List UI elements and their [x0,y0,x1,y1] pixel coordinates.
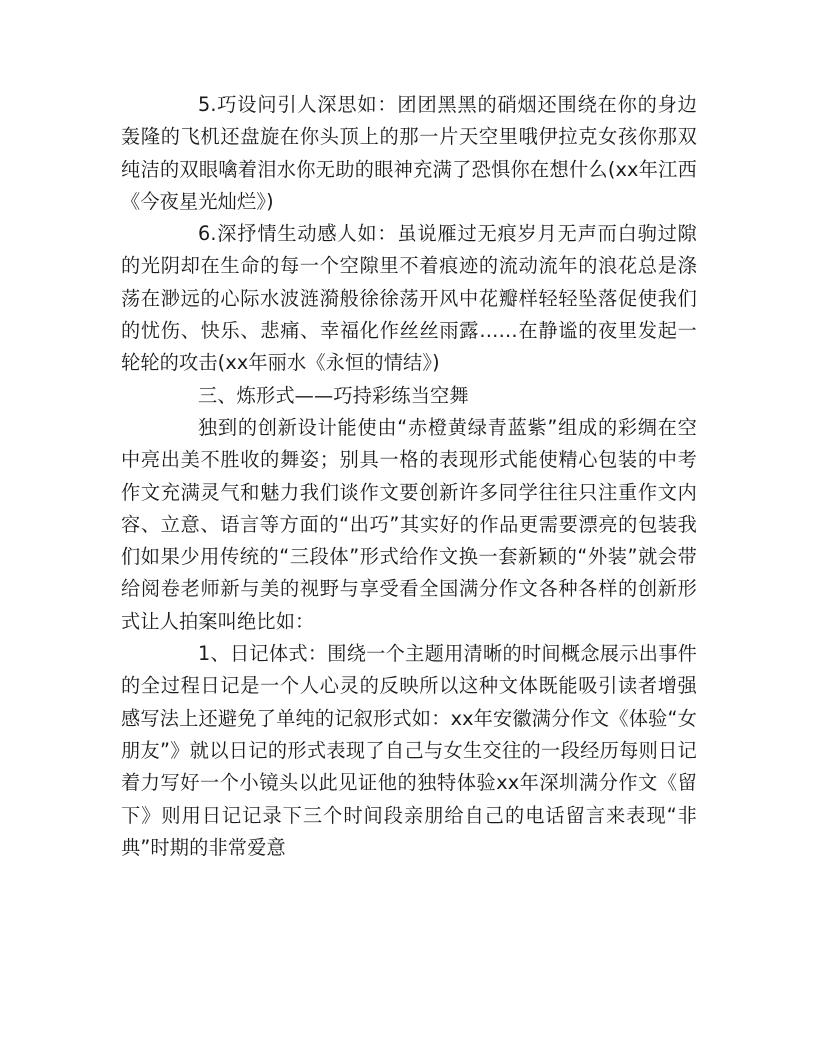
paragraph-rhetorical-question: 5.巧设问引人深思如：团团黑黑的硝烟还围绕在你的身边轰隆的飞机还盘旋在你头顶上的那一片天空里哦伊拉克女孩你那双纯洁的双眼噙着泪水你无助的眼神充满了恐惧你在想什么(xx年江西《今夜星光灿烂》) [121,93,697,213]
paragraph-diary-style: 1、日记体式：围绕一个主题用清晰的时间概念展示出事件的全过程日记是一个人心灵的反映所以这种文体既能吸引读者增强感写法上还避免了单纯的记叙形式如：xx年安徽满分作文《体验“女朋友”》就以日记的形式表现了自己与女生交往的一段经历每则日记着力写好一个小镜头以此见证他的独特体验xx年深圳满分作文《留下》则用日记记录下三个时间段亲朋给自己的电话留言来表现“非典”时期的非常爱意 [121,642,697,859]
paragraph-lyrical-expression: 6.深抒情生动感人如：虽说雁过无痕岁月无声而白驹过隙的光阴却在生命的每一个空隙里不着痕迹的流动流年的浪花总是涤荡在渺远的心际水波涟漪般徐徐荡开风中花瓣样轻轻坠落促使我们的忧伤、快乐、悲痛、幸福化作丝丝雨露……在静谧的夜里发起一轮轮的攻击(xx年丽水《永恒的情结》) [121,222,697,375]
section-heading: 三、炼形式——巧持彩练当空舞 [198,383,469,407]
paragraph-form-innovation: 独到的创新设计能使由“赤橙黄绿青蓝紫”组成的彩绸在空中亮出美不胜收的舞姿；别具一格的表现形式能使精心包装的中考作文充满灵气和魅力我们谈作文要创新许多同学往往只注重作文内容、立意、语言等方面的“出巧”其实好的作品更需要漂亮的包装我们如果少用传统的“三段体”形式给作文换一套新颖的“外装”就会带给阅卷老师新与美的视野与享受看全国满分作文各种各样的创新形式让人拍案叫绝比如： [121,415,697,633]
document-body [121,89,697,864]
